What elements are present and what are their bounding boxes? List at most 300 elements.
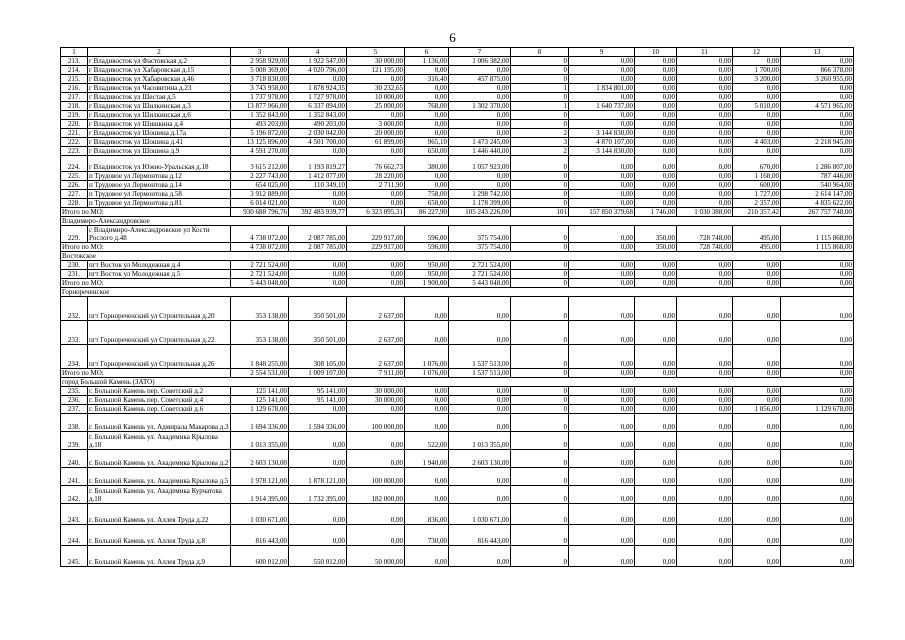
cell-value: 596,00 — [405, 226, 449, 243]
cell-value: 0,00 — [569, 486, 635, 504]
cell-value: 490 203,00 — [289, 120, 347, 129]
cell-value: 0,00 — [449, 321, 511, 345]
cell-value: 95 141,00 — [289, 387, 347, 396]
cell-value: 1 737 978,00 — [231, 93, 289, 102]
total-value: 0 — [511, 279, 569, 288]
row-number: 217. — [61, 93, 88, 102]
cell-value: 0,00 — [635, 156, 677, 172]
cell-value: 0,00 — [733, 120, 781, 129]
cell-value: 2 227 743,00 — [231, 172, 289, 181]
cell-value: 540 964,00 — [781, 181, 854, 190]
cell-value: 1 — [511, 84, 569, 93]
cell-value: 0,00 — [733, 321, 781, 345]
cell-value: 0,00 — [781, 120, 854, 129]
cell-value: 2 637,00 — [347, 297, 405, 321]
address-cell: п Трудовое ул Лермонтова д.14 — [88, 181, 231, 190]
cell-value: 0,00 — [677, 270, 733, 279]
cell-value: 0,00 — [677, 111, 733, 120]
cell-value: 0,00 — [677, 396, 733, 405]
table-row — [61, 147, 854, 156]
cell-value: 1 878 121,00 — [289, 468, 347, 486]
cell-value: 0,00 — [733, 270, 781, 279]
address-cell: пгт Горнореченский ул Строительная д.20 — [88, 297, 231, 321]
row-number: 225. — [61, 172, 88, 181]
section-row — [61, 217, 854, 226]
cell-value: 3 144 830,00 — [569, 147, 635, 156]
cell-value: 0,00 — [289, 147, 347, 156]
cell-value: 0,00 — [635, 414, 677, 432]
row-number: 234. — [61, 345, 88, 369]
cell-value: 0 — [511, 172, 569, 181]
cell-value: 0,00 — [677, 486, 733, 504]
cell-value: 0,00 — [347, 525, 405, 546]
total-value: 1 900,00 — [405, 279, 449, 288]
cell-value: 50 000,00 — [347, 546, 405, 567]
address-cell: г. Большой Камень ул. Академика Курчатова д.18 — [88, 486, 231, 504]
cell-value: 3 200,00 — [733, 75, 781, 84]
address-cell: пгт Восток ул Молодежная д.5 — [88, 270, 231, 279]
table-row — [61, 270, 854, 279]
cell-value: 0,00 — [635, 190, 677, 199]
cell-value: 0,00 — [449, 414, 511, 432]
cell-value: 1 286 807,00 — [781, 156, 854, 172]
cell-value: 0,00 — [781, 261, 854, 270]
column-header: 12 — [733, 48, 781, 57]
total-value: 2 087 785,00 — [289, 243, 347, 252]
row-number: 231. — [61, 270, 88, 279]
cell-value: 1 446 440,00 — [449, 147, 511, 156]
cell-value: 0,00 — [347, 405, 405, 414]
cell-value: 1 732 395,00 — [289, 486, 347, 504]
table-row — [61, 156, 854, 172]
address-cell: г. Большой Камень ул. Адмирала Макарова д.3 — [88, 414, 231, 432]
cell-value: 0,00 — [635, 486, 677, 504]
cell-value: 0,00 — [635, 66, 677, 75]
cell-value: 2 721 524,00 — [449, 270, 511, 279]
cell-value: 0 — [511, 486, 569, 504]
row-number: 226. — [61, 181, 88, 190]
cell-value: 0,00 — [449, 468, 511, 486]
table-row — [61, 111, 854, 120]
cell-value: 1 834 801,00 — [569, 84, 635, 93]
total-value: 392 483 939,77 — [289, 208, 347, 217]
cell-value: 0,00 — [569, 468, 635, 486]
table-row — [61, 102, 854, 111]
total-value: 5 443 048,00 — [449, 279, 511, 288]
cell-value: 0 — [511, 432, 569, 450]
cell-value: 0,00 — [449, 297, 511, 321]
total-value: 267 757 748,00 — [781, 208, 854, 217]
total-value: 101 — [511, 208, 569, 217]
cell-value: 0,00 — [449, 181, 511, 190]
cell-value: 0,00 — [733, 504, 781, 525]
cell-value: 0,00 — [635, 138, 677, 147]
cell-value: 495,00 — [733, 226, 781, 243]
row-number: 232. — [61, 297, 88, 321]
cell-value: 0,00 — [635, 261, 677, 270]
cell-value: 965,10 — [405, 138, 449, 147]
cell-value: 0,00 — [347, 147, 405, 156]
cell-value: 522,00 — [405, 432, 449, 450]
cell-value: 375 754,00 — [449, 226, 511, 243]
cell-value: 1 030 671,00 — [449, 504, 511, 525]
cell-value: 0,00 — [733, 84, 781, 93]
cell-value: 0,00 — [405, 546, 449, 567]
cell-value: 0 — [511, 468, 569, 486]
cell-value: 0,00 — [781, 504, 854, 525]
address-cell: г. Большой Камень ул. Академика Крылова д.5 — [88, 468, 231, 486]
cell-value: 2 030 042,00 — [289, 129, 347, 138]
cell-value: 0,00 — [449, 546, 511, 567]
cell-value: 0,00 — [289, 199, 347, 208]
cell-value: 0,00 — [781, 486, 854, 504]
cell-value: 728 748,00 — [677, 226, 733, 243]
cell-value: 182 000,00 — [347, 486, 405, 504]
cell-value: 13 125 896,00 — [231, 138, 289, 147]
cell-value: 1 727 978,00 — [289, 93, 347, 102]
cell-value: 0,00 — [347, 199, 405, 208]
cell-value: 600,00 — [733, 181, 781, 190]
cell-value: 95 141,00 — [289, 396, 347, 405]
cell-value: 0,00 — [781, 345, 854, 369]
cell-value: 550 012,00 — [289, 546, 347, 567]
cell-value: 0,00 — [569, 504, 635, 525]
cell-value: 2 218 945,00 — [781, 138, 854, 147]
cell-value: 4 591 270,00 — [231, 147, 289, 156]
cell-value: 0,00 — [635, 102, 677, 111]
total-value: 1 009 107,00 — [289, 369, 347, 378]
total-value: 0,00 — [569, 243, 635, 252]
cell-value: 0,00 — [677, 321, 733, 345]
cell-value: 1 136,00 — [405, 57, 449, 66]
total-row — [61, 369, 854, 378]
cell-value: 0,00 — [781, 414, 854, 432]
cell-value: 600 012,00 — [231, 546, 289, 567]
address-cell: г Владивосток ул Хабаровская д.15 — [88, 66, 231, 75]
cell-value: 0,00 — [449, 111, 511, 120]
row-number: 243. — [61, 504, 88, 525]
cell-value: 866 378,00 — [781, 66, 854, 75]
table-row — [61, 396, 854, 405]
total-value: 4 738 072,00 — [231, 243, 289, 252]
cell-value: 0,00 — [781, 57, 854, 66]
cell-value: 308 105,00 — [289, 345, 347, 369]
table-row — [61, 486, 854, 504]
cell-value: 2 721 524,00 — [231, 261, 289, 270]
table-row — [61, 199, 854, 208]
row-number: 227. — [61, 190, 88, 199]
cell-value: 316,40 — [405, 75, 449, 84]
cell-value: 1 076,00 — [405, 345, 449, 369]
cell-value: 1 878 924,35 — [289, 84, 347, 93]
table-row — [61, 57, 854, 66]
cell-value: 1 694 336,00 — [231, 414, 289, 432]
cell-value: 0,00 — [677, 405, 733, 414]
cell-value: 0,00 — [635, 450, 677, 468]
cell-value: 0,00 — [347, 432, 405, 450]
total-row — [61, 208, 854, 217]
address-cell: пгт Горнореченский ул Строительная д.22 — [88, 321, 231, 345]
cell-value: 0,00 — [569, 297, 635, 321]
cell-value: 0,00 — [677, 546, 733, 567]
cell-value: 0,00 — [635, 297, 677, 321]
cell-value: 0,00 — [677, 181, 733, 190]
row-number: 215. — [61, 75, 88, 84]
cell-value: 0,00 — [449, 66, 511, 75]
cell-value: 950,00 — [405, 270, 449, 279]
total-value: 0,00 — [733, 369, 781, 378]
cell-value: 3 260 955,00 — [781, 75, 854, 84]
address-cell: п Трудовое ул Лермонтова д.58 — [88, 190, 231, 199]
cell-value: 0,00 — [347, 190, 405, 199]
total-value: 1 537 513,00 — [449, 369, 511, 378]
total-value: 0,00 — [677, 369, 733, 378]
total-value: 0,00 — [569, 279, 635, 288]
cell-value: 0,00 — [347, 75, 405, 84]
cell-value: 0,00 — [677, 120, 733, 129]
cell-value: 0,00 — [635, 84, 677, 93]
cell-value: 0,00 — [289, 270, 347, 279]
cell-value: 3 — [511, 138, 569, 147]
total-value: 0,00 — [733, 279, 781, 288]
total-value: 1 115 868,00 — [781, 243, 854, 252]
cell-value: 730,00 — [405, 525, 449, 546]
total-value: 728 748,00 — [677, 243, 733, 252]
cell-value: 0,00 — [347, 261, 405, 270]
cell-value: 13 877 966,00 — [231, 102, 289, 111]
address-cell: г Владивосток ул Шилкинская д.6 — [88, 111, 231, 120]
cell-value: 0,00 — [677, 66, 733, 75]
cell-value: 0,00 — [781, 84, 854, 93]
table-row — [61, 261, 854, 270]
address-cell: пгт Горнореченский ул Строительная д.26 — [88, 345, 231, 369]
cell-value: 0 — [511, 120, 569, 129]
row-number: 230. — [61, 261, 88, 270]
cell-value: 0,00 — [635, 396, 677, 405]
cell-value: 350,00 — [635, 226, 677, 243]
total-value: 105 243 226,00 — [449, 208, 511, 217]
cell-value: 0,00 — [733, 387, 781, 396]
cell-value: 0,00 — [569, 120, 635, 129]
cell-value: 0,00 — [733, 432, 781, 450]
cell-value: 0 — [511, 414, 569, 432]
cell-value: 0 — [511, 181, 569, 190]
cell-value: 0,00 — [405, 396, 449, 405]
address-cell: г Владивосток ул Шилкинская д.3 — [88, 102, 231, 111]
cell-value: 0,00 — [289, 261, 347, 270]
cell-value: 0,00 — [635, 321, 677, 345]
cell-value: 2 — [511, 147, 569, 156]
cell-value: 0,00 — [405, 387, 449, 396]
cell-value: 0,00 — [635, 93, 677, 102]
cell-value: 1 030 671,00 — [231, 504, 289, 525]
cell-value: 0,00 — [449, 405, 511, 414]
cell-value: 5 010,00 — [733, 102, 781, 111]
cell-value: 0,00 — [733, 93, 781, 102]
cell-value: 0,00 — [449, 129, 511, 138]
cell-value: 0 — [511, 93, 569, 102]
cell-value: 3 000,00 — [347, 120, 405, 129]
cell-value: 0,00 — [677, 129, 733, 138]
cell-value: 0 — [511, 270, 569, 279]
cell-value: 0,00 — [781, 450, 854, 468]
cell-value: 0 — [511, 190, 569, 199]
table-row — [61, 525, 854, 546]
total-value: 7 911,00 — [347, 369, 405, 378]
cell-value: 1 473 245,00 — [449, 138, 511, 147]
cell-value: 1 013 355,00 — [449, 432, 511, 450]
row-number: 224. — [61, 156, 88, 172]
cell-value: 0,00 — [569, 387, 635, 396]
cell-value: 0,00 — [635, 468, 677, 486]
cell-value: 3 615 212,00 — [231, 156, 289, 172]
cell-value: 2 637,00 — [347, 345, 405, 369]
cell-value: 2 357,00 — [733, 199, 781, 208]
total-value: 495,00 — [733, 243, 781, 252]
cell-value: 0,00 — [289, 75, 347, 84]
cell-value: 0,00 — [405, 321, 449, 345]
cell-value: 1 352 843,00 — [231, 111, 289, 120]
row-number: 222. — [61, 138, 88, 147]
cell-value: 0,00 — [677, 450, 733, 468]
cell-value: 0 — [511, 546, 569, 567]
cell-value: 61 899,00 — [347, 138, 405, 147]
total-value: 1 746,00 — [635, 208, 677, 217]
cell-value: 1 978 121,00 — [231, 468, 289, 486]
cell-value: 0 — [511, 111, 569, 120]
cell-value: 350 501,00 — [289, 321, 347, 345]
total-value: 0 — [511, 369, 569, 378]
cell-value: 0,00 — [289, 450, 347, 468]
total-value: 6 323 095,31 — [347, 208, 405, 217]
cell-value: 0,00 — [677, 138, 733, 147]
cell-value: 787 446,00 — [781, 172, 854, 181]
cell-value: 4 501 700,00 — [289, 138, 347, 147]
cell-value: 0,00 — [677, 414, 733, 432]
row-number: 235. — [61, 387, 88, 396]
total-row — [61, 243, 854, 252]
header-row — [61, 48, 854, 57]
cell-value: 1 178 399,00 — [449, 199, 511, 208]
cell-value: 1 352 843,00 — [289, 111, 347, 120]
cell-value: 0,00 — [289, 525, 347, 546]
row-number: 216. — [61, 84, 88, 93]
cell-value: 1 848 255,00 — [231, 345, 289, 369]
cell-value: 0,00 — [677, 504, 733, 525]
cell-value: 0,00 — [733, 525, 781, 546]
table-body — [61, 48, 854, 567]
cell-value: 0,00 — [569, 321, 635, 345]
cell-value: 0,00 — [449, 120, 511, 129]
cell-value: 229 917,00 — [347, 226, 405, 243]
section-title: Горнореченское — [61, 288, 854, 297]
cell-value: 0,00 — [635, 129, 677, 138]
cell-value: 0,00 — [569, 270, 635, 279]
cell-value: 0,00 — [405, 486, 449, 504]
cell-value: 0,00 — [289, 504, 347, 525]
cell-value: 1 168,00 — [733, 172, 781, 181]
cell-value: 1 940,00 — [405, 450, 449, 468]
cell-value: 0,00 — [569, 111, 635, 120]
cell-value: 0,00 — [449, 486, 511, 504]
row-number: 245. — [61, 546, 88, 567]
total-label: Итого по МО: — [61, 279, 231, 288]
total-value: 375 754,00 — [449, 243, 511, 252]
total-value: 157 850 379,68 — [569, 208, 635, 217]
cell-value: 0,00 — [677, 297, 733, 321]
table-row — [61, 172, 854, 181]
cell-value: 0,00 — [405, 111, 449, 120]
cell-value: 20 000,00 — [347, 129, 405, 138]
cell-value: 0,00 — [635, 172, 677, 181]
cell-value: 0,00 — [569, 396, 635, 405]
table-row — [61, 84, 854, 93]
total-value: 1 030 388,00 — [677, 208, 733, 217]
address-cell: г. Большой Камень ул. Академика Крылова д.18 — [88, 432, 231, 450]
cell-value: 1 056,00 — [733, 405, 781, 414]
cell-value: 1 129 678,00 — [781, 405, 854, 414]
table-row — [61, 321, 854, 345]
cell-value: 3 144 830,00 — [569, 129, 635, 138]
address-cell: г Владивосток ул Шошина д.9 — [88, 147, 231, 156]
table-row — [61, 432, 854, 450]
cell-value: 30 232,65 — [347, 84, 405, 93]
cell-value: 350 501,00 — [289, 297, 347, 321]
address-cell: г Владивосток ул Шестая д.5 — [88, 93, 231, 102]
cell-value: 0,00 — [569, 181, 635, 190]
cell-value: 1 727,00 — [733, 190, 781, 199]
cell-value: 0 — [511, 504, 569, 525]
cell-value: 0,00 — [733, 111, 781, 120]
cell-value: 0,00 — [677, 75, 733, 84]
table-row — [61, 504, 854, 525]
total-value: 229 917,00 — [347, 243, 405, 252]
cell-value: 0,00 — [781, 387, 854, 396]
cell-value: 0,00 — [677, 84, 733, 93]
column-header: 3 — [231, 48, 289, 57]
cell-value: 0 — [511, 199, 569, 208]
total-value: 5 443 048,00 — [231, 279, 289, 288]
total-value: 596,00 — [405, 243, 449, 252]
cell-value: 0,00 — [569, 199, 635, 208]
cell-value: 0,00 — [569, 432, 635, 450]
cell-value: 0,00 — [569, 172, 635, 181]
cell-value: 0 — [511, 156, 569, 172]
cell-value: 0,00 — [733, 129, 781, 138]
column-header: 4 — [289, 48, 347, 57]
address-cell: г. Большой Камень ул. Аллея Труда д.22 — [88, 504, 231, 525]
total-value: 0,00 — [677, 279, 733, 288]
section-row — [61, 378, 854, 387]
cell-value: 0,00 — [569, 546, 635, 567]
row-number: 242. — [61, 486, 88, 504]
cell-value: 0,00 — [781, 111, 854, 120]
cell-value: 1 115 868,00 — [781, 226, 854, 243]
cell-value: 1 057 923,00 — [449, 156, 511, 172]
cell-value: 0,00 — [289, 190, 347, 199]
row-number: 228. — [61, 199, 88, 208]
cell-value: 2 721 524,00 — [449, 261, 511, 270]
total-value: 350,00 — [635, 243, 677, 252]
cell-value: 1 193 819,27 — [289, 156, 347, 172]
cell-value: 3 912 889,00 — [231, 190, 289, 199]
cell-value: 353 138,00 — [231, 297, 289, 321]
total-value: 0,00 — [635, 369, 677, 378]
cell-value: 0,00 — [677, 345, 733, 369]
cell-value: 353 138,00 — [231, 321, 289, 345]
cell-value: 0,00 — [677, 261, 733, 270]
cell-value: 0,00 — [405, 93, 449, 102]
